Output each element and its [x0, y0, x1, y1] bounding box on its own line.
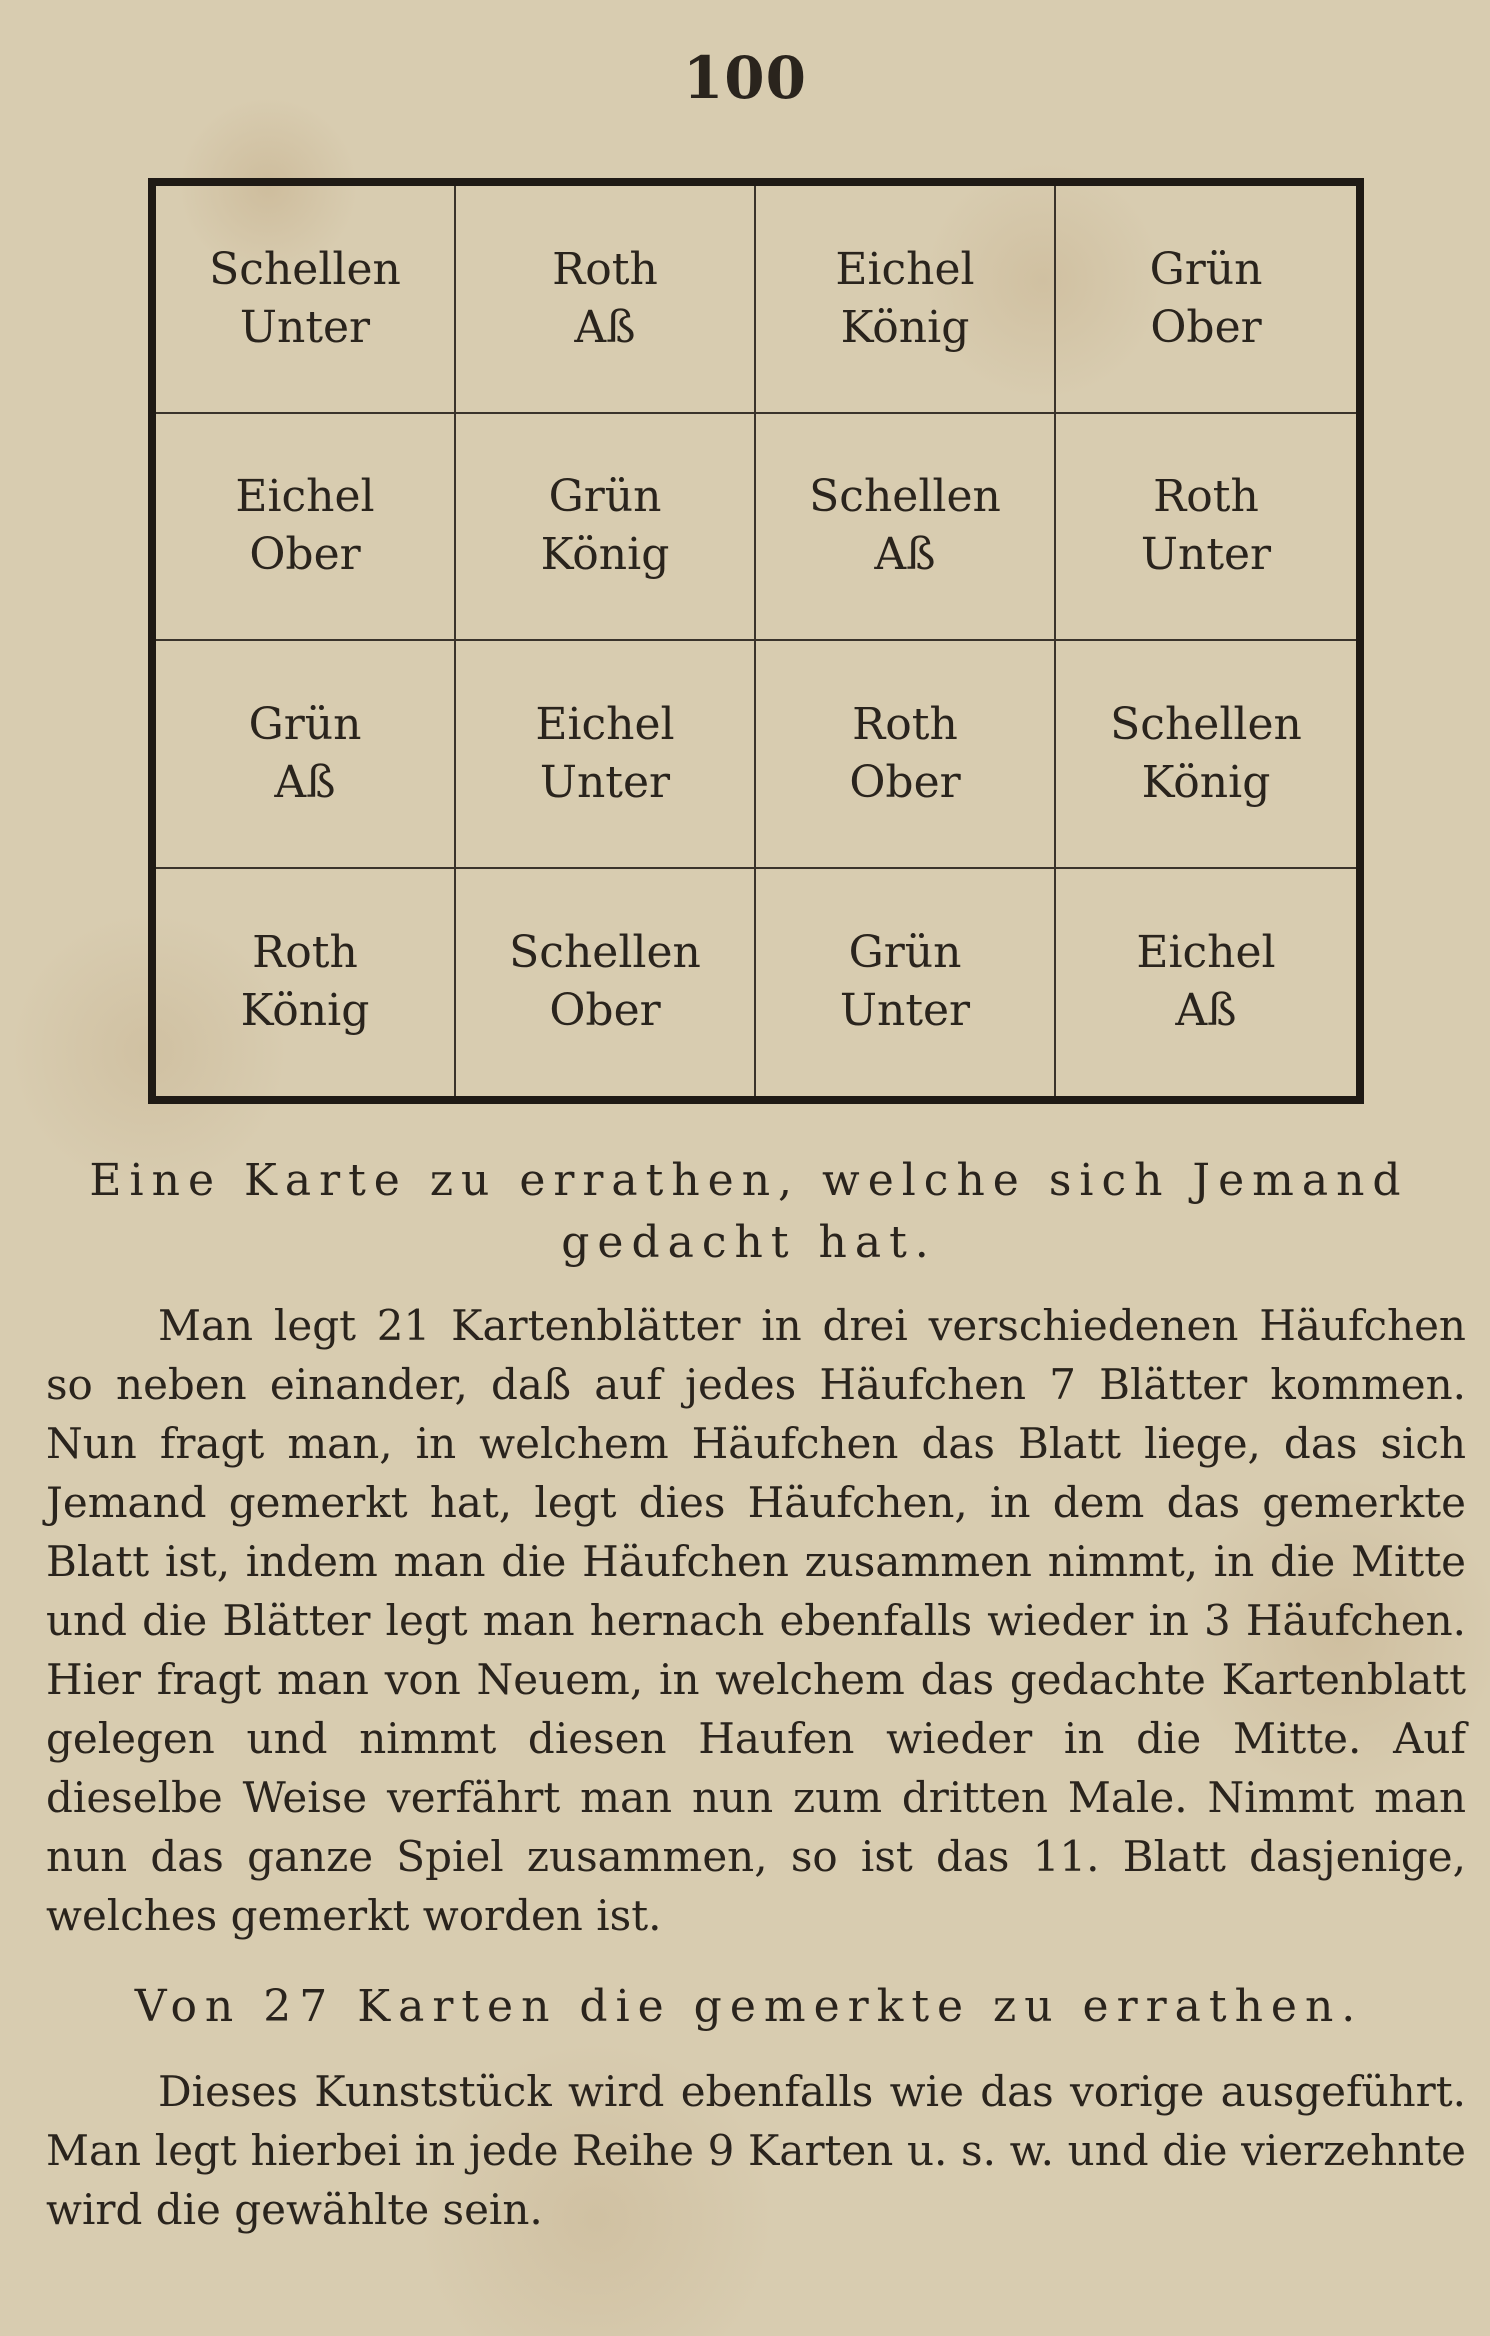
card-label	[249, 696, 362, 812]
card-rank: Ober	[549, 985, 661, 1037]
card-label	[1110, 696, 1302, 812]
grid-cell	[1056, 414, 1356, 642]
card-rank: Ober	[849, 756, 961, 808]
card-rank: König	[1141, 756, 1271, 808]
card-suit: Schellen	[209, 243, 401, 295]
grid-cell	[156, 641, 456, 869]
card-suit: Schellen	[809, 471, 1001, 523]
card-rank: Ober	[249, 529, 361, 581]
card-suit: Roth	[1153, 471, 1259, 523]
card-rank: König	[240, 985, 370, 1037]
card-rank: Unter	[1140, 529, 1272, 581]
card-label	[209, 241, 401, 357]
grid-cell	[156, 186, 456, 414]
card-label	[241, 924, 370, 1040]
grid-cell	[156, 869, 456, 1097]
card-rank: König	[840, 301, 970, 353]
card-suit: Grün	[1149, 243, 1263, 295]
grid-cell	[456, 186, 756, 414]
card-rank: Unter	[239, 301, 371, 353]
card-label	[835, 241, 974, 357]
card-suit: Grün	[248, 698, 362, 750]
card-rank: Unter	[539, 756, 671, 808]
card-rank: Ober	[1150, 301, 1262, 353]
card-label	[1136, 924, 1275, 1040]
section-heading-27-cards: Von 27 Karten die gemerkte zu errathen.	[134, 1981, 1364, 2032]
card-grid	[148, 178, 1364, 1104]
card-rank: Aß	[1175, 985, 1237, 1037]
card-label	[809, 468, 1001, 584]
grid-cell	[1056, 641, 1356, 869]
page-number: 100	[682, 44, 808, 112]
grid-cell	[756, 869, 1056, 1097]
card-suit: Schellen	[1110, 698, 1302, 750]
grid-cell	[756, 641, 1056, 869]
grid-cell	[456, 414, 756, 642]
card-rank: Unter	[839, 985, 971, 1037]
grid-cell	[1056, 869, 1356, 1097]
grid-cell	[756, 414, 1056, 642]
paragraph-guess-card: Man legt 21 Kartenblätter in drei verschiedenen Häufchen so neben einander, daß auf jedes Häufchen 7 Blätter kommen. Nun fragt man, in welchem Häufchen das Blatt liege, das sich Jemand gemerkt hat, legt dies Häufchen, in dem das gemerkte Blatt ist, indem man die Häufchen zusammen nimmt, in die Mitte und die Blätter legt man hernach ebenfalls wieder in 3 Häufchen. Hier fragt man von Neuem, in welchem das gedachte Kartenblatt gelegen und nimmt diesen Haufen wieder in die Mitte. Auf dieselbe Weise verfährt man nun zum dritten Male. Nimmt man nun das ganze Spiel zusammen, so ist das 11. Blatt dasjenige, welches gemerkt worden ist.	[46, 1301, 1466, 1940]
card-suit: Grün	[548, 471, 662, 523]
card-label	[541, 468, 670, 584]
grid-cell	[1056, 186, 1356, 414]
card-rank: Aß	[574, 301, 636, 353]
card-label	[840, 924, 970, 1040]
card-label	[849, 696, 960, 812]
card-rank: Aß	[274, 756, 336, 808]
card-label	[552, 241, 658, 357]
card-label	[1141, 468, 1271, 584]
grid-cell	[456, 641, 756, 869]
card-suit: Schellen	[509, 927, 701, 979]
card-suit: Eichel	[1136, 927, 1276, 979]
card-label	[535, 696, 674, 812]
card-suit: Roth	[852, 698, 958, 750]
card-label	[235, 468, 374, 584]
grid-cell	[756, 186, 1056, 414]
grid-cell	[156, 414, 456, 642]
card-suit: Eichel	[535, 698, 675, 750]
card-rank: Aß	[874, 529, 936, 581]
card-suit: Roth	[552, 243, 658, 295]
section-heading-guess-card: Eine Karte zu errathen, welche sich Jemand gedacht hat.	[89, 1155, 1409, 1268]
card-suit: Grün	[848, 927, 962, 979]
card-suit: Eichel	[235, 471, 375, 523]
card-label	[509, 924, 701, 1040]
card-label	[1150, 241, 1263, 357]
grid-cell	[456, 869, 756, 1097]
card-rank: König	[540, 529, 670, 581]
card-suit: Roth	[252, 927, 358, 979]
card-suit: Eichel	[835, 243, 975, 295]
paragraph-27-cards: Dieses Kunststück wird ebenfalls wie das vorige ausgeführt. Man legt hierbei in jede Reihe 9 Karten u. s. w. und die vierzehnte wird die gewählte sein.	[46, 2067, 1466, 2234]
